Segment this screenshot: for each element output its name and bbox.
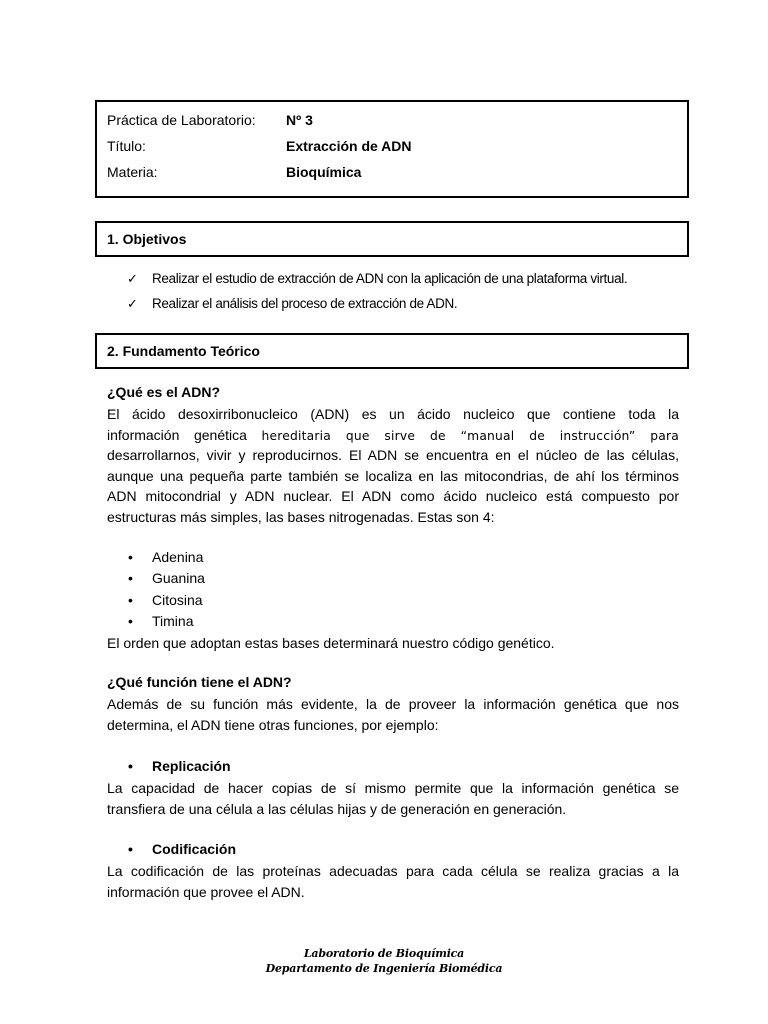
base-list-item: • Citosina [128, 591, 203, 608]
objective-text: Realizar el análisis del proceso de extracción de ADN. [152, 296, 458, 311]
bullet-icon: • [128, 841, 133, 857]
practice-header-box [95, 100, 689, 198]
dna-definition-line: El ácido desoxirribonucleico (ADN) es un ácido nucleico que contiene toda la [107, 406, 679, 422]
question-dna-function: ¿Qué función tiene el ADN? [107, 674, 292, 690]
coding-title: • Codificación [128, 841, 237, 857]
dna-definition-line: aunque una pequeña parte también se localiza en las mitocondrias, de ahí los términos [107, 467, 679, 484]
coding-line: La codificación de las proteínas adecuadas para cada célula se realiza gracias a la [107, 863, 679, 879]
objective-item [127, 271, 627, 287]
subject-label: Materia: [107, 164, 158, 180]
practice-label: Práctica de Laboratorio: [107, 112, 256, 128]
replication-line: transfiera de una célula a las células hijas y de generación en generación. [107, 800, 567, 817]
subject-value: Bioquímica [286, 164, 362, 180]
footer-lab-name: Laboratorio de Bioquímica [303, 947, 465, 960]
base-list-item: • Guanina [128, 570, 205, 586]
function-intro-line: determina, el ADN tiene otras funciones, por ejemplo: [107, 716, 439, 733]
objectives-heading: 1. Objetivos [95, 221, 689, 257]
base-list-item: • Adenina [128, 549, 204, 565]
bullet-icon: • [128, 591, 133, 608]
dna-definition-line: desarrollarnos, vivir y reproducirnos. El ADN se encuentra en el núcleo de las células, [107, 447, 679, 463]
dna-definition-line: información genética hereditaria que sirve de “manual de instrucción” para [107, 426, 680, 443]
checkmark-icon: ✓ [127, 296, 138, 311]
bullet-icon: • [128, 612, 133, 629]
theory-heading: 2. Fundamento Teórico [95, 333, 689, 369]
footer-department: Departamento de Ingeniería Biomédica [265, 962, 503, 975]
replication-line: La capacidad de hacer copias de sí mismo permite que la información genética se [107, 780, 679, 796]
checkmark-icon: ✓ [127, 271, 138, 286]
bullet-icon: • [128, 758, 133, 774]
bullet-icon: • [128, 549, 133, 565]
practice-number: Nº 3 [286, 112, 313, 128]
bullet-icon: • [128, 570, 133, 586]
question-what-is-dna: ¿Qué es el ADN? [107, 384, 221, 400]
base-list-item: • Timina [128, 612, 194, 629]
replication-title: • Replicación [128, 758, 231, 774]
dna-definition-line: ADN mitocondrial y ADN nuclear. El ADN como ácido nucleico está compuesto por [107, 488, 679, 504]
order-sentence: El orden que adoptan estas bases determinará nuestro código genético. [107, 635, 555, 651]
dna-definition-line: estructuras más simples, las bases nitrogenadas. Estas son 4: [107, 508, 495, 525]
objective-text: Realizar el estudio de extracción de ADN con la aplicación de una plataforma virtual. [152, 271, 628, 286]
function-intro-line: Además de su función más evidente, la de proveer la información genética que nos [107, 696, 679, 712]
title-label: Título: [107, 138, 146, 154]
coding-line: información que provee el ADN. [107, 883, 305, 900]
title-value: Extracción de ADN [286, 138, 412, 154]
objective-item [127, 296, 457, 312]
